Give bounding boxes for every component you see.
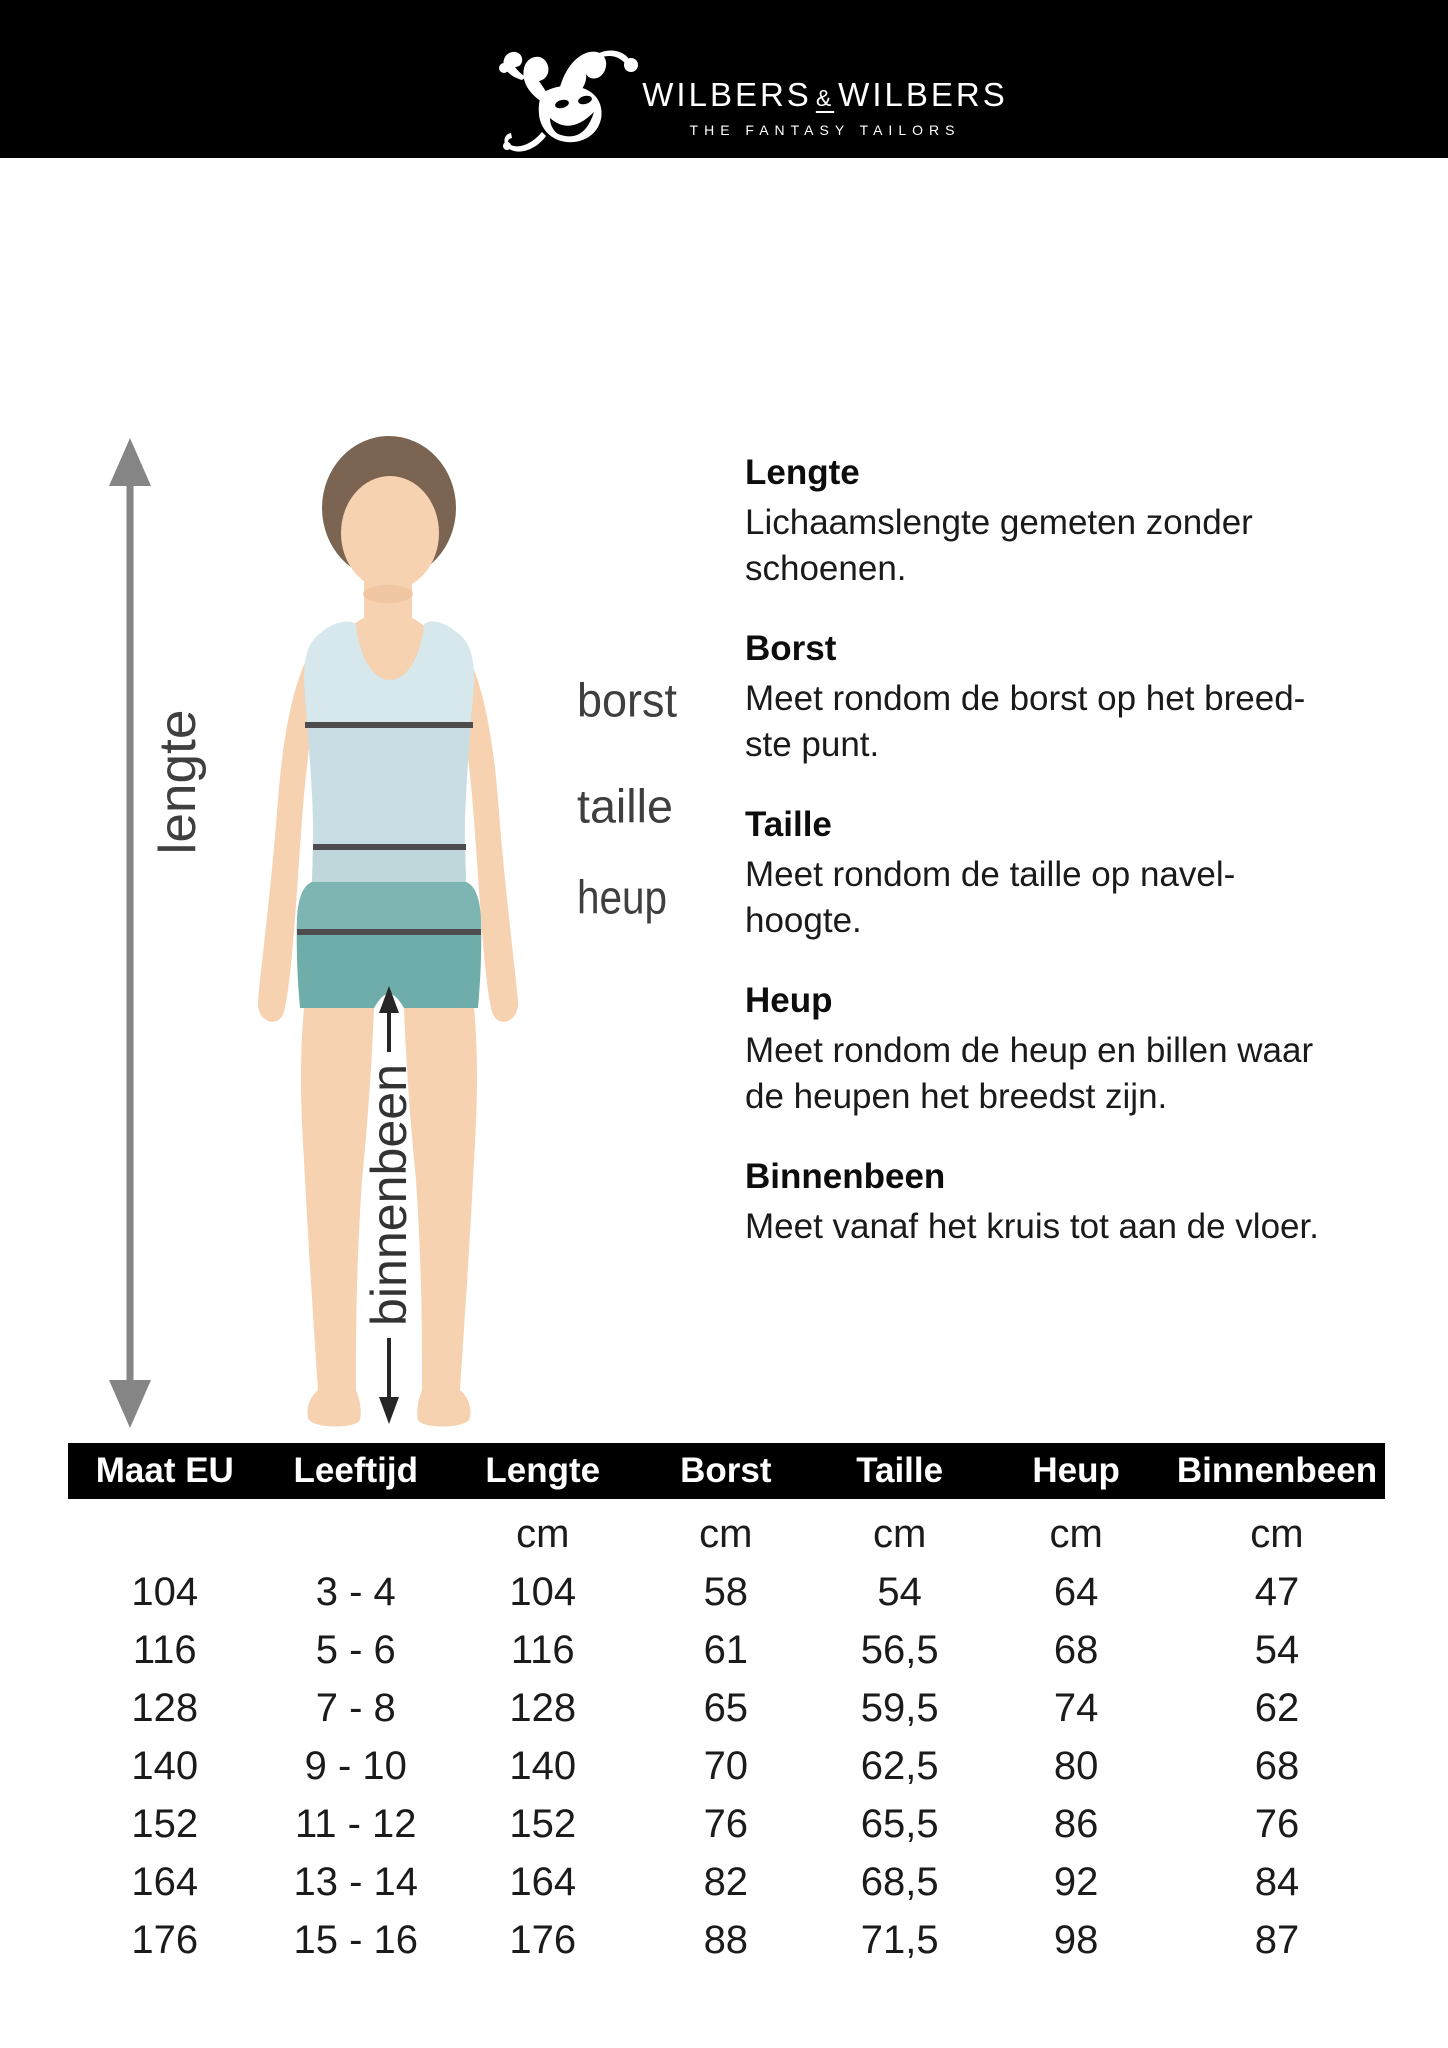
size-cell: 71,5 [860, 1917, 939, 1962]
column-header: Maat EU [95, 1451, 234, 1490]
unit-cell: cm [1049, 1511, 1103, 1556]
chest-line [305, 722, 473, 728]
size-cell: 80 [1053, 1743, 1099, 1788]
hip-label: heup [577, 870, 667, 924]
measurement-instructions [745, 452, 1405, 1286]
waist-label: taille [577, 779, 673, 833]
column-header: Heup [1032, 1451, 1120, 1490]
size-row [68, 1911, 1385, 1969]
size-cell: 116 [132, 1627, 197, 1672]
hip-line [297, 929, 481, 935]
size-table-header [68, 1443, 1385, 1499]
brand-tagline: THE FANTASY TAILORS [689, 122, 961, 138]
unit-cell: cm [872, 1511, 927, 1556]
size-cell: 68,5 [860, 1859, 939, 1904]
instruction-text-line: schoenen. [745, 549, 907, 588]
size-cell: 76 [703, 1801, 749, 1846]
size-cell: 65 [703, 1685, 749, 1730]
size-cell: 140 [509, 1743, 577, 1788]
column-header: Taille [856, 1451, 944, 1490]
instruction-borst [745, 628, 1405, 768]
instruction-text-line: Lichaamslengte gemeten zonder [745, 503, 1253, 542]
units-row [68, 1505, 1385, 1563]
size-cell: 104 [131, 1569, 199, 1614]
size-cell: 68 [1254, 1743, 1300, 1788]
size-row [68, 1737, 1385, 1795]
size-cell: 128 [509, 1685, 577, 1730]
instruction-text-line: Meet vanaf het kruis tot aan de vloer. [745, 1207, 1319, 1246]
size-cell: 3 - 4 [315, 1569, 396, 1614]
instruction-title: Lengte [745, 453, 860, 492]
instruction-text-line: Meet rondom de heup en billen waar [745, 1031, 1314, 1070]
unit-cell: cm [1250, 1511, 1304, 1556]
instruction-heup [745, 980, 1405, 1120]
size-cell: 98 [1053, 1917, 1099, 1962]
size-cell: 128 [131, 1685, 199, 1730]
size-cell: 56,5 [860, 1627, 939, 1672]
size-cell: 47 [1254, 1569, 1300, 1614]
size-table [68, 1443, 1385, 1962]
size-cell: 54 [1254, 1627, 1300, 1672]
size-cell: 92 [1053, 1859, 1099, 1904]
size-cell: 70 [703, 1743, 749, 1788]
size-cell: 104 [509, 1569, 577, 1614]
size-cell: 61 [703, 1627, 749, 1672]
instruction-binnenbeen [745, 1156, 1405, 1250]
size-cell: 164 [131, 1859, 199, 1904]
instruction-title: Heup [745, 981, 833, 1020]
instruction-text-line: Meet rondom de borst op het breed- [745, 679, 1306, 718]
instruction-lengte [745, 452, 1405, 592]
size-row [68, 1621, 1385, 1679]
length-label: lengte [149, 712, 207, 855]
instruction-taille [745, 804, 1405, 944]
column-header: Borst [680, 1451, 772, 1490]
size-cell: 58 [703, 1569, 749, 1614]
size-cell: 88 [703, 1917, 749, 1962]
size-row [68, 1563, 1385, 1621]
size-table-rows [68, 1563, 1385, 1969]
column-header: Binnenbeen [1176, 1451, 1378, 1490]
size-row [68, 1853, 1385, 1911]
length-arrow [109, 438, 151, 1428]
column-header: Leeftijd [293, 1451, 418, 1490]
instruction-title: Borst [745, 629, 837, 668]
waist-line [313, 844, 466, 850]
size-cell: 84 [1254, 1859, 1300, 1904]
brand-name [636, 76, 1014, 114]
unit-cell: cm [699, 1511, 753, 1556]
column-header: Lengte [485, 1451, 601, 1490]
size-cell: 87 [1254, 1917, 1300, 1962]
inseam-label: binnenbeen [361, 1064, 417, 1326]
size-cell: 9 - 10 [304, 1743, 407, 1788]
size-cell: 164 [509, 1859, 577, 1904]
size-cell: 152 [131, 1801, 199, 1846]
size-cell: 116 [510, 1627, 575, 1672]
size-cell: 13 - 14 [293, 1859, 419, 1904]
instruction-title: Taille [745, 805, 832, 844]
size-cell: 74 [1053, 1685, 1099, 1730]
size-cell: 11 - 12 [294, 1801, 417, 1846]
instruction-title: Binnenbeen [745, 1157, 946, 1196]
size-cell: 68 [1053, 1627, 1099, 1672]
instruction-text-line: hoogte. [745, 901, 862, 940]
size-cell: 5 - 6 [315, 1627, 396, 1672]
brand-left: WILBERS [642, 76, 812, 113]
size-cell: 7 - 8 [315, 1685, 396, 1730]
size-table-body [68, 1505, 1385, 1969]
instruction-text-line: ste punt. [745, 725, 880, 764]
header-bar [0, 0, 1448, 158]
size-cell: 140 [131, 1743, 199, 1788]
size-cell: 65,5 [860, 1801, 939, 1846]
size-cell: 62,5 [860, 1743, 939, 1788]
size-cell: 76 [1254, 1801, 1300, 1846]
unit-cell: cm [516, 1511, 570, 1556]
size-cell: 54 [877, 1569, 922, 1614]
size-cell: 59,5 [860, 1685, 939, 1730]
size-cell: 176 [509, 1917, 577, 1962]
size-cell: 152 [509, 1801, 577, 1846]
size-cell: 86 [1053, 1801, 1099, 1846]
size-cell: 176 [131, 1917, 199, 1962]
size-cell: 15 - 16 [293, 1917, 419, 1962]
instruction-text-line: de heupen het breedst zijn. [745, 1077, 1168, 1116]
brand-ampersand: & [815, 85, 835, 111]
chest-label: borst [577, 673, 677, 727]
measurement-diagram [60, 430, 720, 1440]
size-cell: 62 [1254, 1685, 1300, 1730]
instruction-text-line: Meet rondom de taille op navel- [745, 855, 1236, 894]
size-cell: 64 [1053, 1569, 1099, 1614]
size-row [68, 1795, 1385, 1853]
size-row [68, 1679, 1385, 1737]
brand-right: WILBERS [838, 76, 1008, 113]
size-cell: 82 [703, 1859, 749, 1904]
